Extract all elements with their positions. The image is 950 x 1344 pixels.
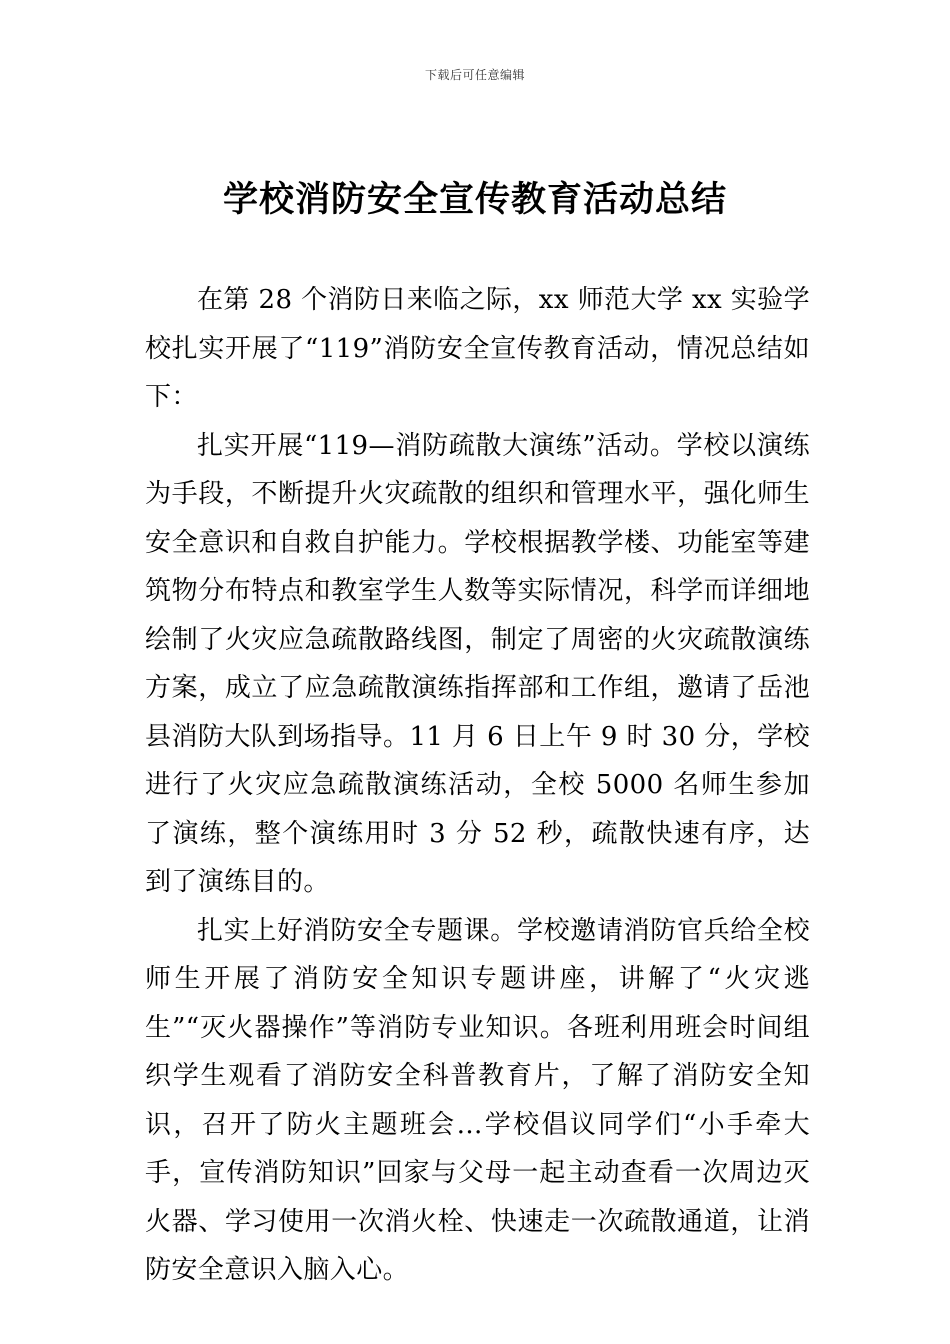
header-note: 下载后可任意编辑 — [424, 68, 525, 82]
paragraph-safety-class: 扎实上好消防安全专题课。学校邀请消防官兵给全校师生开展了消防安全知识专题讲座，讲解了“火灾逃生”“灭火器操作”等消防专业知识。各班利用班会时间组织学生观看了消防安全科普教育片，了解了消防安全知识，召开了防火主题班会…学校倡议同学们“小手牵大手，宣传消防知识”回家与父母一起主动查看一次周边灭火器、学习使用一次消火栓、快速走一次疏散通道，让消防安全意识入脑入心。 — [145, 915, 810, 1285]
paragraph-evacuation-drill: 扎实开展“119—消防疏散大演练”活动。学校以演练为手段，不断提升火灾疏散的组织和管理水平，强化师生安全意识和自救自护能力。学校根据教学楼、功能室等建筑物分布特点和教室学生人数等实际情况，科学而详细地绘制了火灾应急疏散路线图，制定了周密的火灾疏散演练方案，成立了应急疏散演练指挥部和工作组，邀请了岳池县消防大队到场指导。11 月 6 日上午 9 时 30 分，学校进行了火灾应急疏散演练活动，全校 5000 名师生参加了演练，整个演练用时 3 分 52 秒，疏散快速有序，达到了演练目的。 — [145, 430, 810, 897]
document-title: 学校消防安全宣传教育活动总结 — [222, 179, 727, 220]
paragraph-intro: 在第 28 个消防日来临之际，xx 师范大学 xx 实验学校扎实开展了“119”消防安全宣传教育活动，情况总结如下： — [145, 285, 810, 412]
document-body — [145, 276, 810, 1295]
